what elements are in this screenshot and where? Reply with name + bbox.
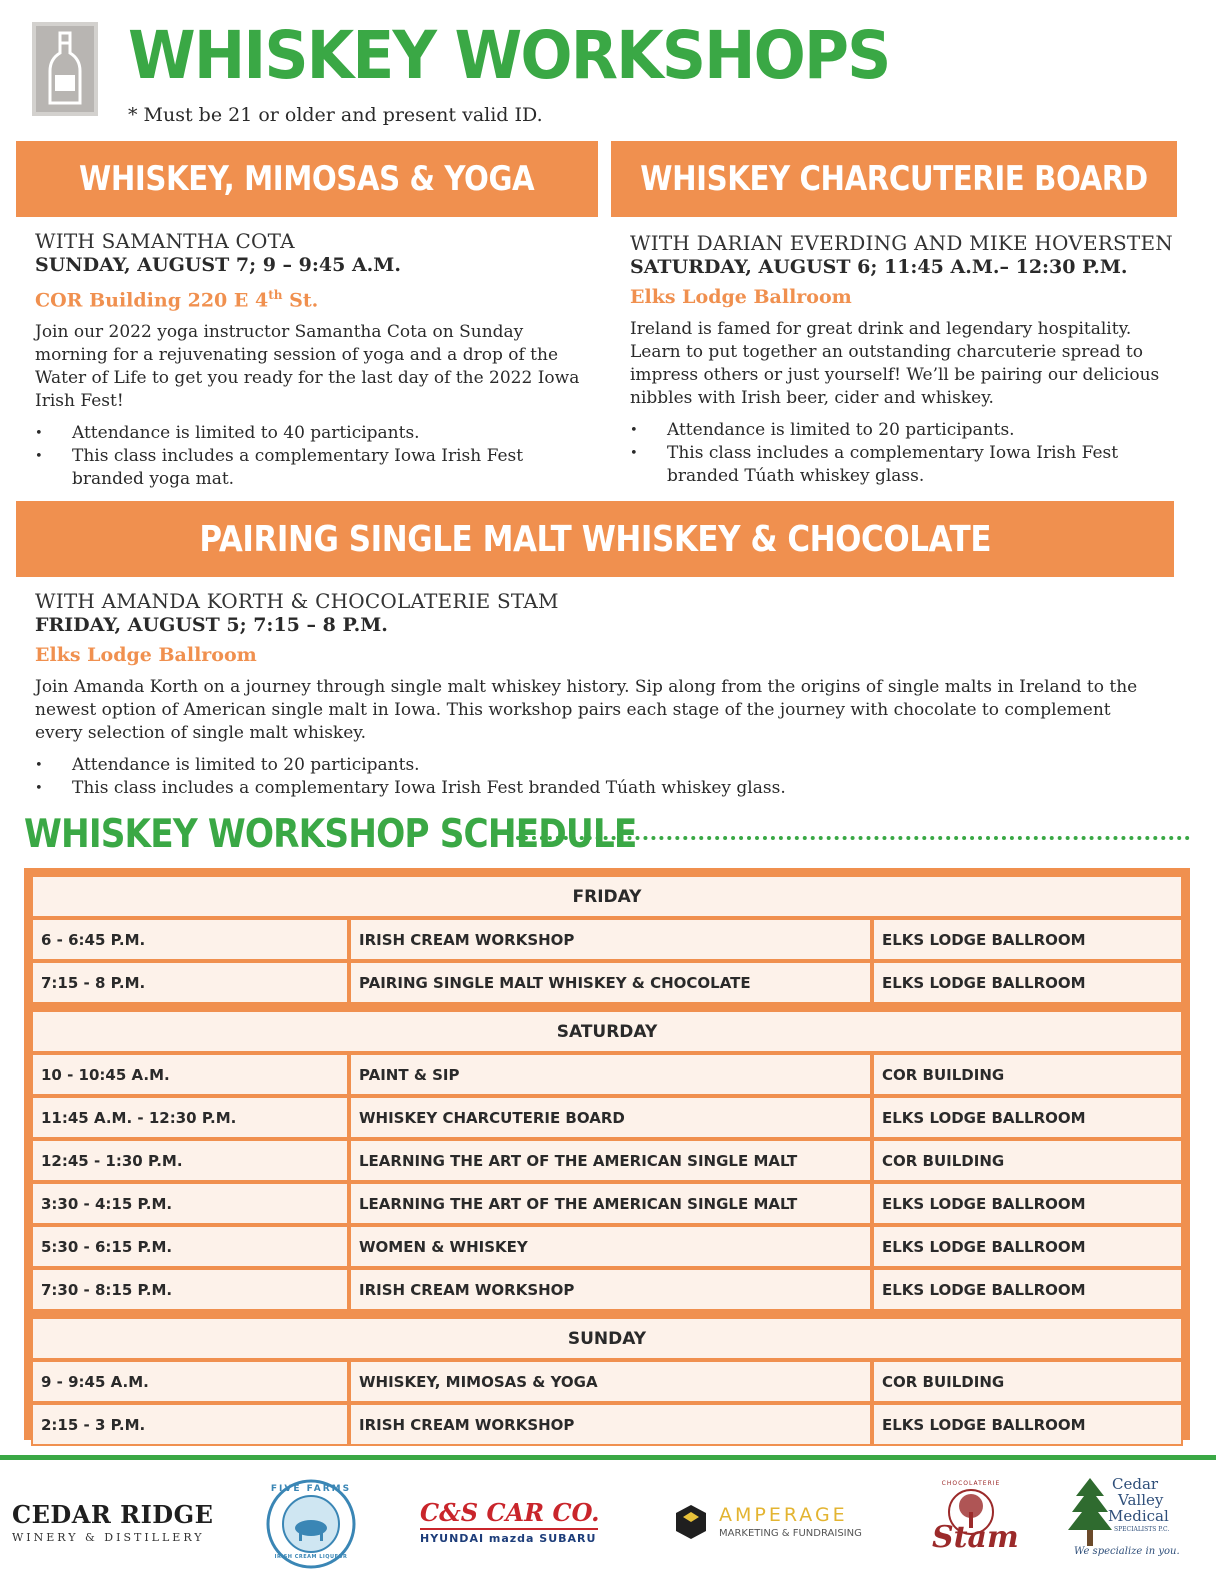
workshop-section-charcuterie: [630, 231, 1173, 488]
day-heading: FRIDAY: [31, 875, 1183, 918]
sponsor-name: Stam: [932, 1520, 1019, 1555]
location-cell: ELKS LODGE BALLROOM: [872, 1403, 1183, 1446]
footer-divider: [0, 1455, 1216, 1460]
event-cell: IRISH CREAM WORKSHOP: [349, 918, 872, 961]
event-cell: WHISKEY, MIMOSAS & YOGA: [349, 1360, 872, 1403]
workshop-section-chocolate: [35, 589, 1155, 800]
time-cell: 7:15 - 8 P.M.: [31, 961, 349, 1004]
workshop-bullets: [35, 422, 585, 491]
sponsor-five-farms-logo: [265, 1478, 357, 1570]
workshop-bullets: [630, 419, 1160, 488]
sponsor-subtitle: SPECIALISTS P.C.: [1114, 1526, 1170, 1533]
workshop-banner-yoga: [16, 141, 598, 217]
sponsor-name: C&S CAR CO.: [420, 1498, 600, 1527]
sponsor-cedar-valley-logo: [1068, 1474, 1208, 1564]
sponsor-name-line: Medical: [1108, 1507, 1169, 1525]
sponsor-name: CEDAR RIDGE: [12, 1500, 214, 1529]
day-header-row: [31, 875, 1183, 918]
event-cell: WHISKEY CHARCUTERIE BOARD: [349, 1096, 872, 1139]
list-item: • This class includes a complementary Iowa Irish Fest branded yoga mat.: [35, 445, 585, 491]
location-cell: COR BUILDING: [872, 1139, 1183, 1182]
list-item: • This class includes a complementary Iowa Irish Fest branded Túath whiskey glass.: [35, 777, 1155, 800]
time-cell: 6 - 6:45 P.M.: [31, 918, 349, 961]
table-row: [31, 961, 1183, 1004]
workshop-host: WITH DARIAN EVERDING AND MIKE HOVERSTEN: [630, 231, 1173, 255]
table-row: [31, 918, 1183, 961]
location-cell: COR BUILDING: [872, 1360, 1183, 1403]
workshop-section-yoga: [35, 229, 585, 491]
sponsor-subtitle: MARKETING & FUNDRAISING: [719, 1528, 862, 1539]
location-cell: ELKS LODGE BALLROOM: [872, 1096, 1183, 1139]
sponsor-tagline: We specialize in you.: [1074, 1546, 1180, 1557]
workshop-datetime: FRIDAY, AUGUST 5; 7:15 – 8 P.M.: [35, 614, 388, 636]
workshop-location: Elks Lodge Ballroom: [35, 644, 257, 666]
workshop-datetime: SUNDAY, AUGUST 7; 9 – 9:45 A.M.: [35, 254, 401, 276]
time-cell: 2:15 - 3 P.M.: [31, 1403, 349, 1446]
event-cell: LEARNING THE ART OF THE AMERICAN SINGLE MALT: [349, 1182, 872, 1225]
event-cell: PAINT & SIP: [349, 1053, 872, 1096]
bottle-logo: [32, 22, 98, 116]
time-cell: 10 - 10:45 A.M.: [31, 1053, 349, 1096]
workshop-bullets: [35, 754, 1155, 800]
day-header-row: [31, 1010, 1183, 1053]
time-cell: 5:30 - 6:15 P.M.: [31, 1225, 349, 1268]
table-row: [31, 1182, 1183, 1225]
sponsor-subtitle: CHOCOLATERIE: [941, 1480, 1001, 1487]
sponsor-name-line: Cedar: [1112, 1475, 1159, 1493]
workshop-title: WHISKEY CHARCUTERIE BOARD: [640, 159, 1148, 199]
time-cell: 3:30 - 4:15 P.M.: [31, 1182, 349, 1225]
sponsor-subtitle: IRISH CREAM LIQUEUR: [274, 1554, 348, 1560]
table-row: [31, 1268, 1183, 1311]
location-cell: ELKS LODGE BALLROOM: [872, 1268, 1183, 1311]
time-cell: 11:45 A.M. - 12:30 P.M.: [31, 1096, 349, 1139]
sponsor-amperage-logo: [675, 1502, 865, 1552]
location-cell: ELKS LODGE BALLROOM: [872, 961, 1183, 1004]
time-cell: 7:30 - 8:15 P.M.: [31, 1268, 349, 1311]
workshop-title: WHISKEY, MIMOSAS & YOGA: [79, 159, 535, 199]
location-cell: ELKS LODGE BALLROOM: [872, 1225, 1183, 1268]
event-cell: PAIRING SINGLE MALT WHISKEY & CHOCOLATE: [349, 961, 872, 1004]
day-heading: SATURDAY: [31, 1010, 1183, 1053]
list-item: • This class includes a complementary Iowa Irish Fest branded Túath whiskey glass.: [630, 442, 1160, 488]
day-heading: SUNDAY: [31, 1317, 1183, 1360]
event-cell: LEARNING THE ART OF THE AMERICAN SINGLE MALT: [349, 1139, 872, 1182]
workshop-host: WITH SAMANTHA COTA: [35, 229, 295, 253]
workshop-description: Join Amanda Korth on a journey through single malt whiskey history. Sip along from the origins of single malts in Ireland to the newest option of American single malt in Iowa. This workshop pairs each stage of the journey with chocolate to complement every selection of single malt whiskey.: [35, 677, 1138, 743]
sponsor-brands: HYUNDAI mazda SUBARU: [420, 1532, 597, 1545]
table-row: [31, 1360, 1183, 1403]
sponsor-name: FIVE FARMS: [270, 1484, 352, 1494]
workshop-description: Ireland is famed for great drink and legendary hospitality. Learn to put together an outstanding charcuterie spread to impress others or just yourself! We’ll be pairing our delicious nibbles with Irish beer, cider and whiskey.: [630, 319, 1160, 408]
cedar-tree-icon: [1068, 1476, 1112, 1548]
location-cell: ELKS LODGE BALLROOM: [872, 918, 1183, 961]
schedule-table: [24, 868, 1190, 1440]
table-row: [31, 1225, 1183, 1268]
day-header-row: [31, 1317, 1183, 1360]
time-cell: 12:45 - 1:30 P.M.: [31, 1139, 349, 1182]
sponsor-subtitle: WINERY & DISTILLERY: [12, 1531, 205, 1544]
time-cell: 9 - 9:45 A.M.: [31, 1360, 349, 1403]
table-row: [31, 1139, 1183, 1182]
workshop-banner-chocolate: [16, 501, 1174, 577]
whiskey-bottle-icon: [45, 31, 85, 107]
workshop-banner-charcuterie: [611, 141, 1177, 217]
list-item: • Attendance is limited to 40 participants.: [35, 422, 585, 445]
sponsor-stam-logo: [928, 1476, 1019, 1566]
page-title: WHISKEY WORKSHOPS: [128, 17, 890, 94]
event-cell: WOMEN & WHISKEY: [349, 1225, 872, 1268]
workshop-datetime: SATURDAY, AUGUST 6; 11:45 A.M.– 12:30 P.M.: [630, 256, 1128, 278]
dotted-divider: [516, 836, 1190, 840]
event-cell: IRISH CREAM WORKSHOP: [349, 1268, 872, 1311]
location-cell: ELKS LODGE BALLROOM: [872, 1182, 1183, 1225]
sponsor-name-line: Valley: [1118, 1491, 1164, 1509]
workshop-location: COR Building 220 E 4th St.: [35, 288, 319, 312]
location-cell: COR BUILDING: [872, 1053, 1183, 1096]
sponsor-name: AMPERAGE: [719, 1504, 848, 1526]
sponsor-cs-car-co-logo: [420, 1498, 598, 1545]
list-item: • Attendance is limited to 20 participants.: [630, 419, 1160, 442]
table-row: [31, 1053, 1183, 1096]
sponsor-cedar-ridge-logo: [12, 1500, 214, 1544]
amperage-hexagon-icon: [675, 1504, 707, 1540]
table-row: [31, 1403, 1183, 1446]
age-requirement-note: * Must be 21 or older and present valid ID.: [128, 104, 543, 126]
workshop-location: Elks Lodge Ballroom: [630, 286, 852, 308]
table-row: [31, 1096, 1183, 1139]
workshop-title: PAIRING SINGLE MALT WHISKEY & CHOCOLATE: [199, 518, 991, 560]
schedule-title: WHISKEY WORKSHOP SCHEDULE: [24, 812, 637, 857]
workshop-description: Join our 2022 yoga instructor Samantha Cota on Sunday morning for a rejuvenating session of yoga and a drop of the Water of Life to get you ready for the last day of the 2022 Iowa Irish Fest!: [35, 322, 580, 412]
event-cell: IRISH CREAM WORKSHOP: [349, 1403, 872, 1446]
list-item: • Attendance is limited to 20 participants.: [35, 754, 1155, 777]
workshop-host: WITH AMANDA KORTH & CHOCOLATERIE STAM: [35, 589, 559, 613]
